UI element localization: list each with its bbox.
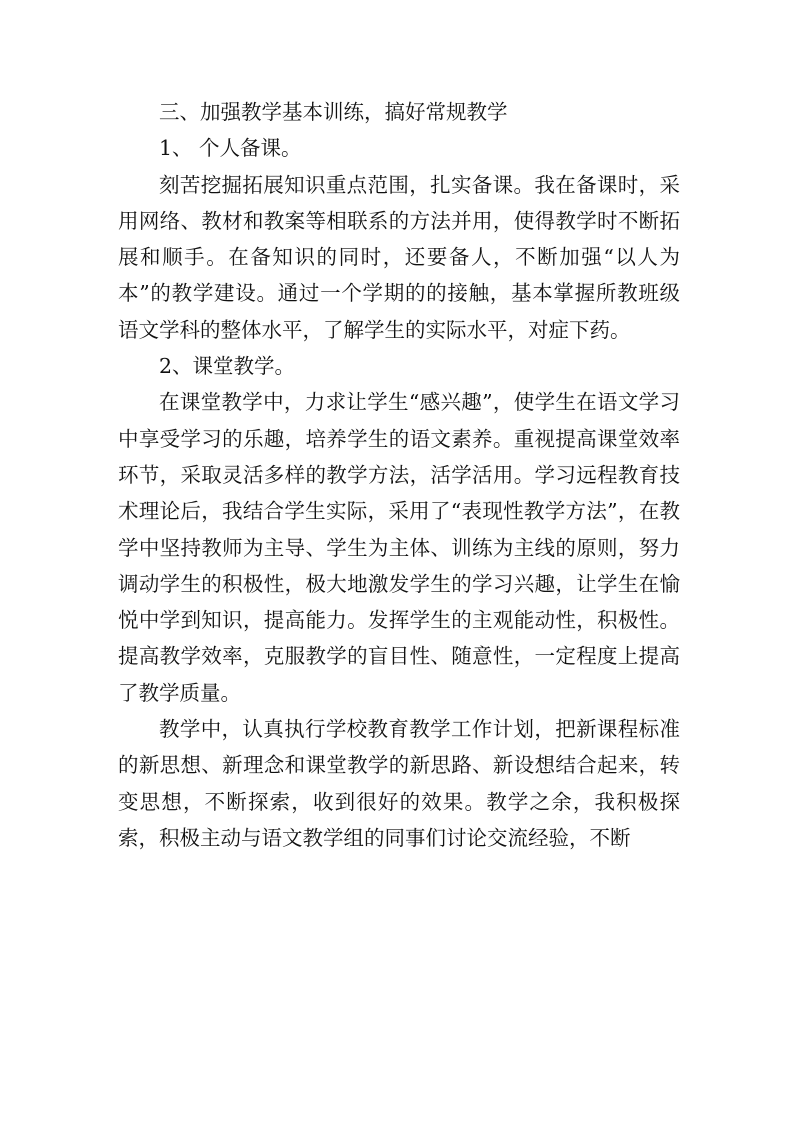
subsection-heading-lesson-prep: 1、 个人备课。 <box>159 136 302 161</box>
paragraph-teaching-practice: 教学中，认真执行学校教育教学工作计划，把新课程标准的新思想、新理念和课堂教学的新思路、新设想结合起来，转变思想，不断探索，收到很好的效果。教学之余，我积极探索，积极主动与语文教学组的同事们讨论交流经验，不断 <box>118 717 680 850</box>
section-heading: 三、加强教学基本训练，搞好常规教学 <box>159 100 508 124</box>
subsection-heading-classroom-teaching: 2、课堂教学。 <box>159 354 296 379</box>
paragraph-classroom-teaching: 在课堂教学中，力求让学生“感兴趣”，使学生在语文学习中享受学习的乐趣，培养学生的语文素养。重视提高课堂效率环节，采取灵活多样的教学方法，活学活用。学习远程教育技术理论后，我结合学生实际，采用了“表现性教学方法”，在教学中坚持教师为主导、学生为主体、训练为主线的原则，努力调动学生的积极性，极大地激发学生的学习兴趣，让学生在愉悦中学到知识，提高能力。发挥学生的主观能动性，积极性。提高教学效率，克服教学的盲目性、随意性，一定程度上提高了教学质量。 <box>118 390 680 705</box>
document-body <box>118 94 680 856</box>
paragraph-lesson-prep: 刻苦挖掘拓展知识重点范围，扎实备课。我在备课时，采用网络、教材和教案等相联系的方法并用，使得教学时不断拓展和顺手。在备知识的同时，还要备人，不断加强“以人为本”的教学建设。通过一个学期的的接触，基本掌握所教班级语文学科的整体水平，了解学生的实际水平，对症下药。 <box>118 172 680 342</box>
